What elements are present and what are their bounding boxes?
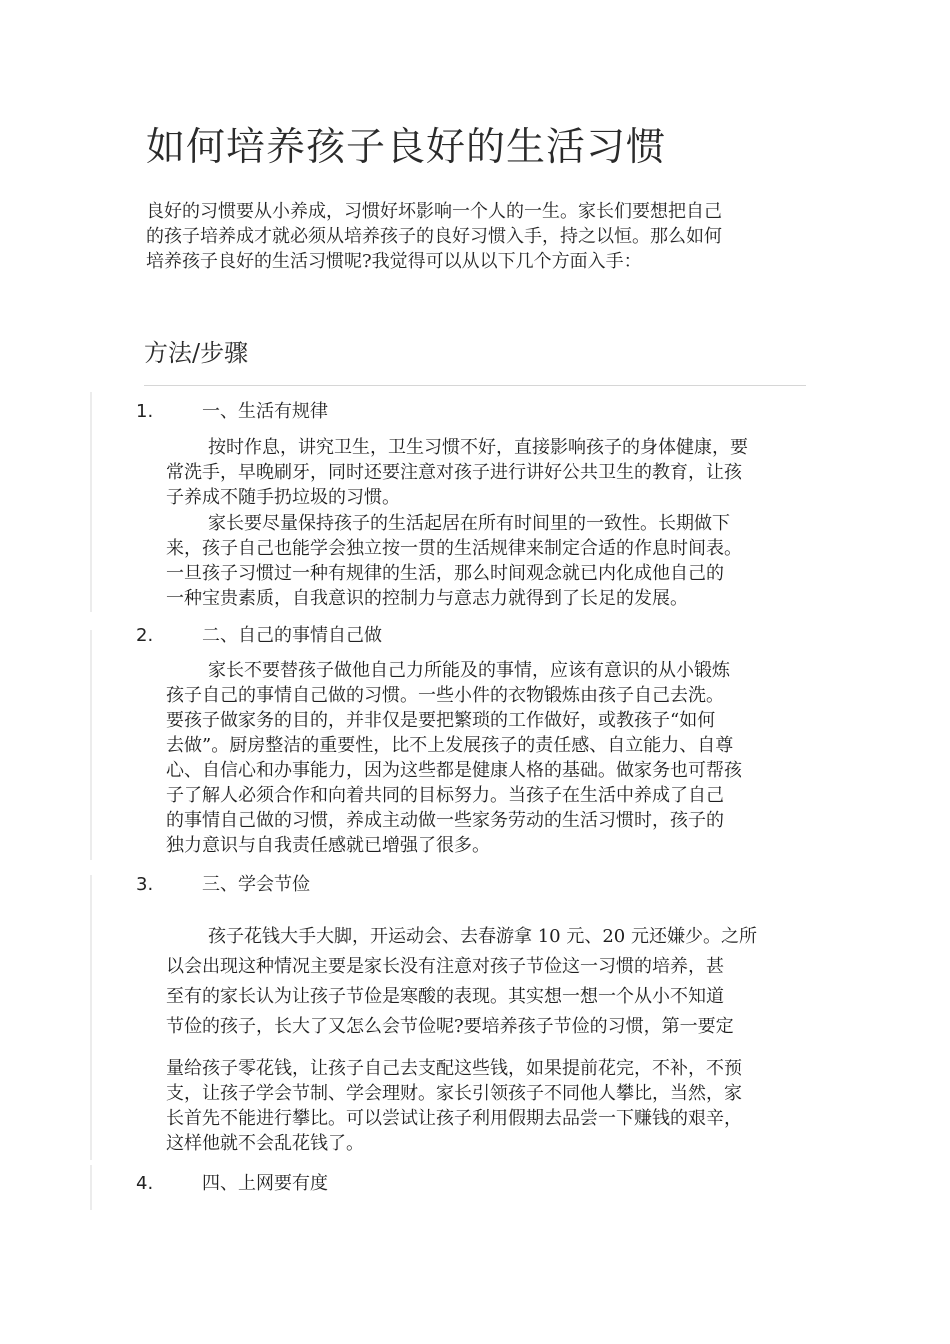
step-title: 三、学会节俭 [202, 874, 310, 895]
step-paragraph [166, 922, 826, 1042]
paragraph-line: 按时作息，讲究卫生，卫生习惯不好，直接影响孩子的身体健康，要 [208, 437, 748, 458]
step-paragraph [166, 511, 826, 611]
paragraph-line: 来，孩子自己也能学会独立按一贯的生活规律来制定合适的作息时间表。 [166, 538, 742, 559]
paragraph-line: 子了解人必须合作和向着共同的目标努力。当孩子在生活中养成了自己 [166, 785, 724, 806]
step-title: 二、自己的事情自己做 [202, 625, 382, 646]
step-number: 3. [136, 874, 154, 895]
paragraph-line: 孩子花钱大手大脚，开运动会、去春游拿 10 元、20 元还嫌少。之所 [208, 926, 757, 947]
step-title: 一、生活有规律 [202, 401, 328, 422]
paragraph-line: 家长不要替孩子做他自己力所能及的事情，应该有意识的从小锻炼 [208, 660, 730, 681]
step-number: 4. [136, 1173, 154, 1194]
step-title: 四、上网要有度 [202, 1173, 328, 1194]
paragraph-line: 子养成不随手扔垃圾的习惯。 [166, 487, 400, 508]
paragraph-line: 孩子自己的事情自己做的习惯。一些小件的衣物锻炼由孩子自己去洗。 [166, 685, 724, 706]
paragraph-line: 家长要尽量保持孩子的生活起居在所有时间里的一致性。长期做下 [208, 513, 730, 534]
intro-paragraph [146, 199, 816, 274]
paragraph-line: 一种宝贵素质，自我意识的控制力与意志力就得到了长足的发展。 [166, 588, 688, 609]
paragraph-line: 要孩子做家务的目的，并非仅是要把繁琐的工作做好，或教孩子“如何 [166, 710, 716, 731]
paragraph-line: 以会出现这种情况主要是家长没有注意对孩子节俭这一习惯的培养，甚 [166, 956, 724, 977]
paragraph-line: 一旦孩子习惯过一种有规律的生活，那么时间观念就已内化成他自己的 [166, 563, 724, 584]
paragraph-line: 长首先不能进行攀比。可以尝试让孩子利用假期去品尝一下赚钱的艰辛， [166, 1108, 742, 1129]
paragraph-line: 常洗手，早晚刷牙，同时还要注意对孩子进行讲好公共卫生的教育，让孩 [166, 462, 742, 483]
paragraph-line: 这样他就不会乱花钱了。 [166, 1133, 364, 1154]
margin-marker [90, 392, 92, 612]
intro-line: 的孩子培养成才就必须从培养孩子的良好习惯入手，持之以恒。那么如何 [146, 226, 722, 247]
step-number: 1. [136, 401, 154, 422]
margin-marker [90, 630, 92, 860]
paragraph-line: 至有的家长认为让孩子节俭是寒酸的表现。其实想一想一个从小不知道 [166, 986, 724, 1007]
page-title: 如何培养孩子良好的生活习惯 [146, 125, 667, 170]
intro-line: 培养孩子良好的生活习惯呢?我觉得可以从以下几个方面入手： [146, 251, 642, 272]
paragraph-line: 的事情自己做的习惯，养成主动做一些家务劳动的生活习惯时，孩子的 [166, 810, 724, 831]
margin-marker [90, 1165, 92, 1210]
step-paragraph [166, 435, 826, 510]
section-heading: 方法/步骤 [144, 339, 249, 367]
margin-marker [90, 875, 92, 1160]
paragraph-line: 心、自信心和办事能力，因为这些都是健康人格的基础。做家务也可帮孩 [166, 760, 742, 781]
paragraph-line: 独力意识与自我责任感就已增强了很多。 [166, 835, 490, 856]
paragraph-line: 节俭的孩子，长大了又怎么会节俭呢?要培养孩子节俭的习惯，第一要定 [166, 1016, 734, 1037]
paragraph-line: 量给孩子零花钱，让孩子自己去支配这些钱，如果提前花完，不补，不预 [166, 1058, 742, 1079]
section-divider [144, 385, 806, 386]
intro-line: 良好的习惯要从小养成，习惯好坏影响一个人的一生。家长们要想把自己 [146, 201, 722, 222]
paragraph-line: 去做”。厨房整洁的重要性，比不上发展孩子的责任感、自立能力、自尊 [166, 735, 734, 756]
step-number: 2. [136, 625, 154, 646]
step-paragraph [166, 1056, 826, 1156]
paragraph-line: 支，让孩子学会节制、学会理财。家长引领孩子不同他人攀比，当然，家 [166, 1083, 742, 1104]
step-paragraph [166, 658, 826, 858]
